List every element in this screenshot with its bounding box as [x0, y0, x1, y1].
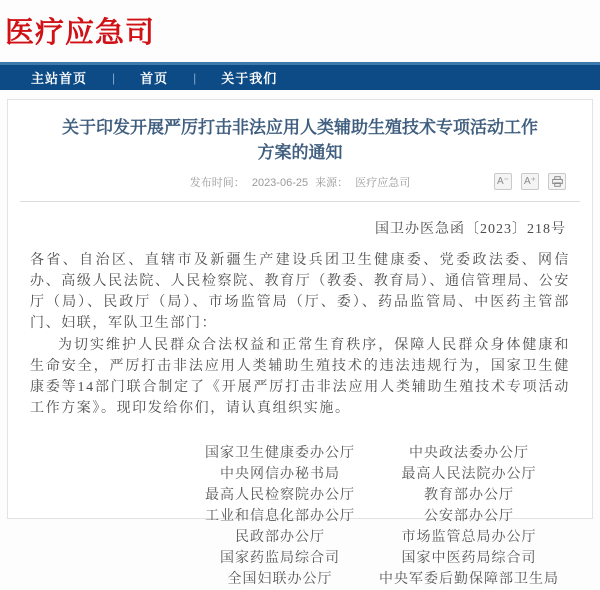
article-body: [30, 250, 570, 419]
printer-icon: [552, 176, 563, 187]
paragraph-main: 为切实维护人民群众合法权益和正常生育秩序，保障人民群众身体健康和生命安全，严厉打击非法应用人类辅助生殖技术的违法违规行为，国家卫生健康委等14部门联合制定了《开展严厉打击非法应用人类辅助生殖技术专项活动工作方案》。现印发给你们，请认真组织实施。: [30, 338, 570, 417]
nav-item-home[interactable]: 首页: [140, 71, 169, 86]
signature-dept: 工业和信息化部办公厅: [205, 509, 355, 525]
signature-dept: 中央军委后勤保障部卫生局: [379, 572, 559, 588]
signature-dept: 中央政法委办公厅: [409, 446, 529, 462]
publish-time-label: 发布时间：: [189, 177, 245, 190]
site-title: 医疗应急司: [5, 17, 156, 49]
meta-divider: [20, 201, 580, 202]
signature-dept: 公安部办公厅: [424, 509, 514, 525]
publish-time-value: 2023-06-25: [251, 177, 309, 190]
nav-separator: |: [112, 70, 116, 85]
print-button[interactable]: [548, 173, 566, 190]
signature-dept: 民政部办公厅: [235, 530, 325, 546]
source-value: 医疗应急司: [355, 177, 411, 190]
signature-dept: 全国妇联办公厅: [227, 572, 333, 588]
signature-dept: 最高人民法院办公厅: [401, 467, 537, 483]
signature-dept: 最高人民检察院办公厅: [205, 488, 355, 504]
article-tools: [492, 173, 568, 190]
signature-dept: 市场监管总局办公厅: [401, 530, 537, 546]
signature-dept: 国家中医药局综合司: [401, 551, 537, 567]
signature-block: [28, 443, 562, 590]
document-number: 国卫办医急函〔2023〕218号: [375, 222, 566, 238]
nav-separator: |: [193, 70, 197, 85]
article-title: 关于印发开展严厉打击非法应用人类辅助生殖技术专项活动工作方案的通知: [62, 118, 538, 162]
font-increase-button[interactable]: A⁺: [521, 173, 539, 190]
paragraph-recipients: 各省、自治区、直辖市及新疆生产建设兵团卫生健康委、党委政法委、网信办、高级人民法院、人民检察院、教育厅（教委、教育局）、通信管理局、公安厅（局）、民政厅（局）、市场监管局（厅、委）、药品监管局、中医药主管部门、妇联，军队卫生部门：: [30, 253, 570, 332]
nav-item-main-home[interactable]: 主站首页: [31, 71, 88, 86]
signature-dept: 教育部办公厅: [424, 488, 514, 504]
signature-dept: 国家药监局综合司: [220, 551, 340, 567]
source-label: 来源：: [315, 177, 349, 190]
nav-item-about[interactable]: 关于我们: [221, 71, 278, 86]
main-nav: [0, 62, 600, 90]
article-container: [7, 99, 593, 588]
article-meta: [28, 175, 572, 195]
site-header: [0, 0, 600, 51]
signature-dept: 中央网信办秘书局: [220, 467, 340, 483]
font-decrease-button[interactable]: A⁻: [494, 173, 512, 190]
signature-dept: 国家卫生健康委办公厅: [205, 446, 355, 462]
